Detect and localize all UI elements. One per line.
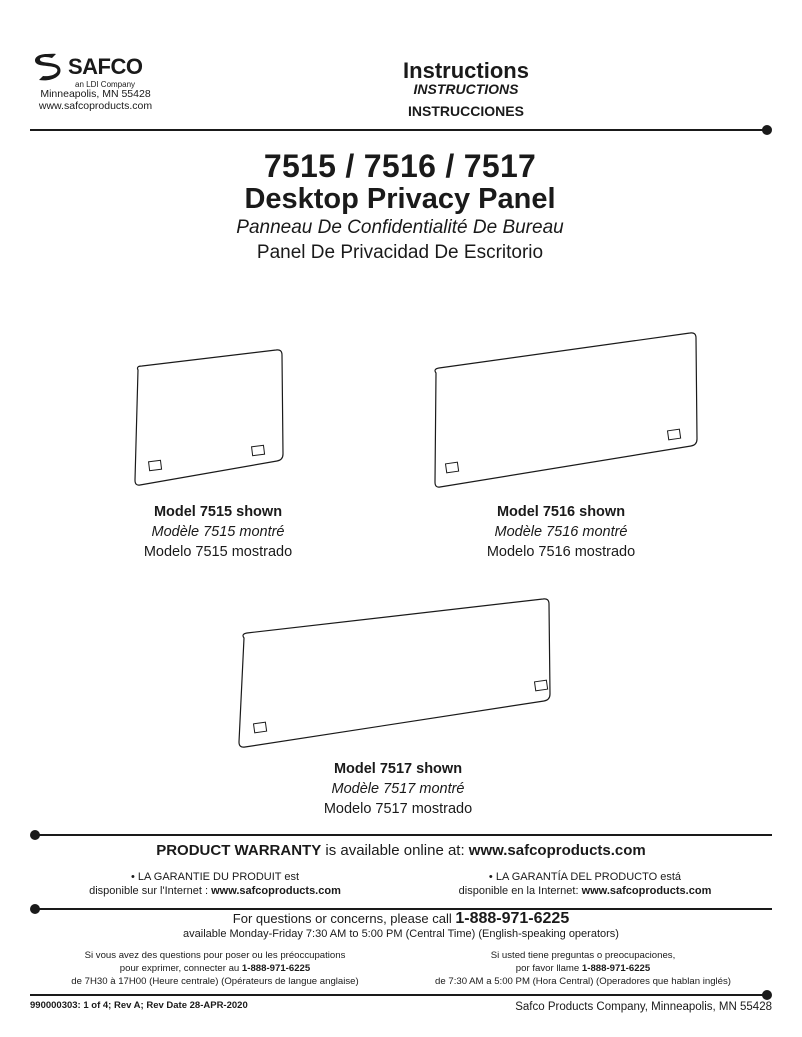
warranty-label: PRODUCT WARRANTY [156, 842, 322, 859]
document-id: 990000303: 1 of 4; Rev A; Rev Date 28-APR-2020 [30, 1000, 248, 1011]
contact-lead: For questions or concerns, please call [232, 911, 456, 926]
contact-es-line3: de 7:30 AM a 5:00 PM (Hora Central) (Operadores que hablan inglés) [435, 976, 731, 987]
warranty-text: is available online at: [321, 842, 469, 859]
footer-divider-dot [762, 990, 772, 1000]
warranty-fr-line2: disponible sur l'Internet : [89, 885, 212, 897]
contact-notice [30, 912, 772, 926]
company-footer: Safco Products Company, Minneapolis, MN 55428 [515, 1001, 772, 1013]
brand-name: SAFCO [68, 54, 143, 79]
contact-fr-phone-link[interactable]: 1-888-971-6225 [241, 963, 311, 974]
warranty-notice-fr [50, 870, 380, 898]
caption-7516 [461, 502, 661, 562]
caption-7515-fr: Modèle 7515 montré [151, 524, 285, 540]
heading-instructions-en: Instructions [403, 58, 529, 83]
caption-7517-fr: Modèle 7517 montré [331, 781, 465, 797]
warranty-fr-line1: • LA GARANTIE DU PRODUIT est [130, 871, 300, 883]
contact-es-phone-link[interactable]: 1-888-971-6225 [581, 963, 651, 974]
heading-instructions-es: INSTRUCCIONES [408, 103, 524, 119]
caption-7516-fr: Modèle 7516 montré [494, 524, 628, 540]
company-website: www.safcoproducts.com [38, 100, 153, 112]
caption-7516-en: Model 7516 shown [496, 504, 626, 520]
contact-fr-line3: de 7H30 à 17H00 (Heure centrale) (Opérateurs de langue anglaise) [71, 976, 359, 987]
warranty-notice-es [420, 870, 750, 898]
heading-instructions-fr: INSTRUCTIONS [413, 81, 519, 97]
caption-7515 [118, 502, 318, 562]
phone-number-link[interactable]: 1-888-971-6225 [455, 910, 570, 927]
contact-divider [35, 908, 772, 910]
warranty-es-url-link[interactable]: www.safcoproducts.com [581, 885, 712, 897]
panel-7515-drawing [135, 350, 283, 485]
title-model-numbers: 7515 / 7516 / 7517 [263, 148, 537, 184]
caption-7515-es: Modelo 7515 mostrado [143, 544, 293, 560]
footer-divider [30, 994, 767, 996]
contact-es-line1: Si usted tiene preguntas o preocupaciones, [490, 950, 676, 961]
warranty-url-link[interactable]: www.safcoproducts.com [468, 842, 646, 859]
company-address: Minneapolis, MN 55428 [40, 88, 151, 100]
caption-7517-en: Model 7517 shown [333, 761, 463, 777]
warranty-fr-url-link[interactable]: www.safcoproducts.com [211, 885, 341, 897]
title-english: Desktop Privacy Panel [244, 183, 556, 215]
brand-subtitle: an LDI Company [75, 80, 136, 89]
contact-fr-line2: pour exprimer, connecter au [119, 963, 242, 974]
contact-es-line2: por favor llame [515, 963, 582, 974]
warranty-es-line2: disponible en la Internet: [458, 885, 582, 897]
caption-7517-es: Modelo 7517 mostrado [323, 801, 473, 817]
caption-7517 [298, 759, 498, 819]
warranty-divider [35, 834, 772, 836]
warranty-es-line1: • LA GARANTÍA DEL PRODUCTO está [488, 871, 682, 883]
contact-fr-line1: Si vous avez des questions pour poser ou les préoccupations [84, 950, 346, 961]
title-spanish: Panel De Privacidad De Escritorio [256, 242, 544, 263]
panel-7517-drawing [239, 599, 550, 747]
contact-notice-es [408, 949, 758, 988]
title-french: Panneau De Confidentialité De Bureau [236, 217, 564, 238]
warranty-notice [30, 842, 772, 859]
caption-7515-en: Model 7515 shown [153, 504, 283, 520]
contact-notice-fr [40, 949, 390, 988]
panel-7516-drawing [435, 333, 697, 487]
caption-7516-es: Modelo 7516 mostrado [486, 544, 636, 560]
contact-hours: available Monday-Friday 7:30 AM to 5:00 PM (Central Time) (English-speaking operators) [183, 928, 619, 940]
